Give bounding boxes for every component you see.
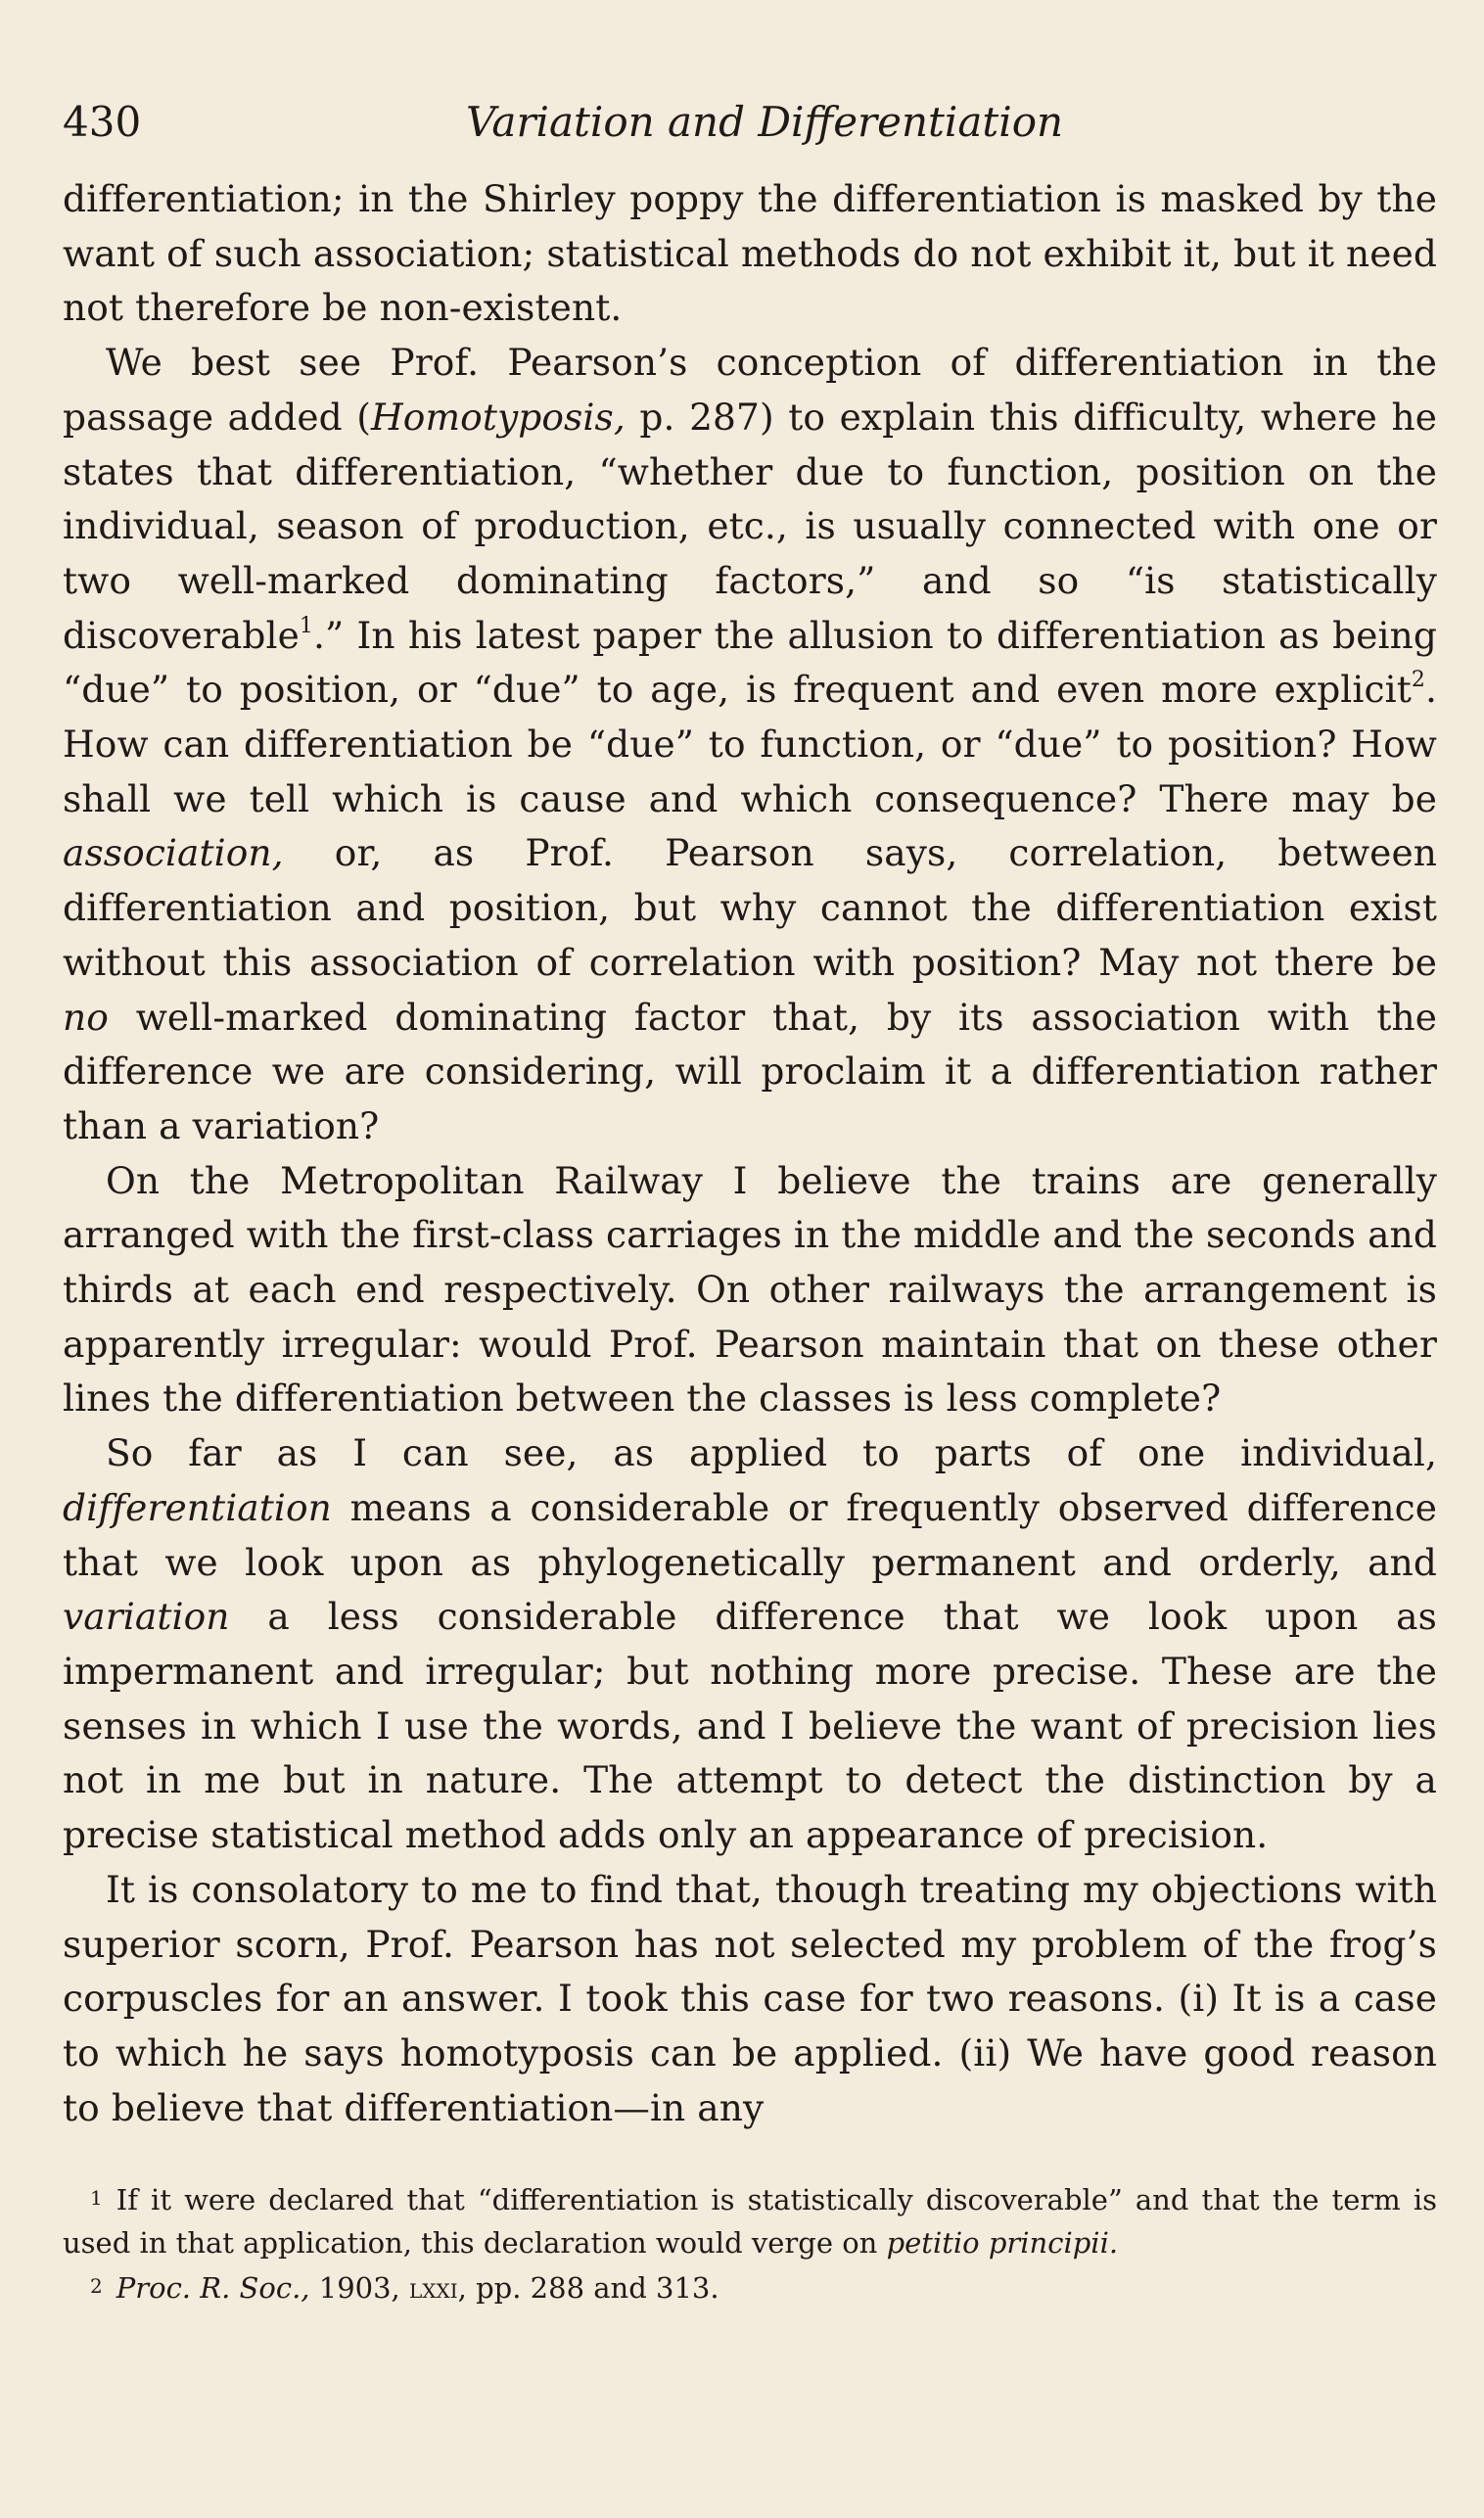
footnote-2 [63, 2264, 1437, 2309]
italic-span: petitio principii. [886, 2226, 1119, 2261]
text-span: means a considerable or frequently observed difference that we look upon as phylogenetically permanent and orderly, and [63, 1485, 1437, 1584]
footnote-ref-1[interactable]: 1 [299, 613, 313, 638]
paragraph-3: On the Metropolitan Railway I believe the trains are generally arranged with the first-class carriages in the middle and the seconds and thirds at each end respectively. On other railways the arrangement is apparently irregular: would Prof. Pearson maintain that on these other lines the differentiation between the classes is less complete? [63, 1158, 1437, 1421]
body-text [63, 172, 1437, 2135]
italic-span: variation [63, 1595, 230, 1639]
paragraph-1: differentiation; in the Shirley poppy the differentiation is masked by the want of such association; statistical methods do not exhibit it, but it need not therefore be non-existent. [63, 177, 1437, 330]
text-span: .” In his latest paper the allusion to differentiation as being “due” to position, or “due” to age, is frequent and even more explicit [63, 613, 1437, 712]
page-number: 430 [63, 98, 142, 146]
italic-span: Proc. R. Soc., [116, 2271, 310, 2306]
text-span: So far as I can see, as applied to parts of one individual, [106, 1431, 1437, 1475]
footnote-mark-1: 1 [90, 2186, 103, 2211]
paragraph-5: It is consolatory to me to find that, though treating my objections with superior scorn, Prof. Pearson has not selected my problem of the frog’s corpuscles for an answer. I took this case for two reasons. (i) It is a case to which he says homotyposis can be applied. (ii) We have good reason to believe that differentiation—in any [63, 1867, 1437, 2129]
text-span: p. 287) to explain this difficulty, where he states that differentiation, “whether due to function, position on the individual, season of production, etc., is usually connected with one or two well-marked dominating factors,” and so “is statistically discoverable [63, 395, 1437, 657]
text-span: well-marked dominating factor that, by its association with the difference we are considering, will proclaim it a differentiation rather than a variation? [63, 995, 1437, 1147]
text-span: We best see Prof. Pearson’s conception of differentiation in the passage added ( [63, 341, 1437, 439]
paragraph-2 [63, 336, 1437, 1154]
italic-span: Homotyposis, [371, 395, 626, 439]
running-head [63, 88, 1437, 157]
paragraph-4 [63, 1426, 1437, 1863]
running-title: Variation and Differentiation [465, 98, 1064, 146]
text-span: . How can differentiation be “due” to function, or “due” to position? How shall we tell which is cause and which consequence? There may be [63, 668, 1437, 820]
text-span: , pp. 288 and 313. [457, 2271, 719, 2306]
footnotes [63, 2176, 1437, 2309]
italic-span: differentiation [63, 1485, 332, 1529]
italic-span: association, [63, 831, 284, 875]
text-span: 1903, [309, 2271, 409, 2306]
footnote-mark-2: 2 [90, 2274, 103, 2299]
small-caps-span: lxxi [409, 2271, 458, 2306]
text-span: If it were declared that “differentiation is statistically discoverable” and that the term is used in that application, this declaration would verge on [63, 2183, 1437, 2261]
italic-span: no [63, 995, 109, 1039]
footnote-1 [63, 2176, 1437, 2264]
text-span: or, as Prof. Pearson says, correlation, between differentiation and position, but why cannot the differentiation exist without this association of correlation with position? May not there be [63, 831, 1437, 984]
footnote-ref-2[interactable]: 2 [1411, 668, 1425, 693]
text-span: a less considerable difference that we look upon as impermanent and irregular; but nothing more precise. These are the senses in which I use the words, and I believe the want of precision lies not in me but in nature. The attempt to detect the distinction by a precise statistical method adds only an appearance of precision. [63, 1595, 1437, 1857]
